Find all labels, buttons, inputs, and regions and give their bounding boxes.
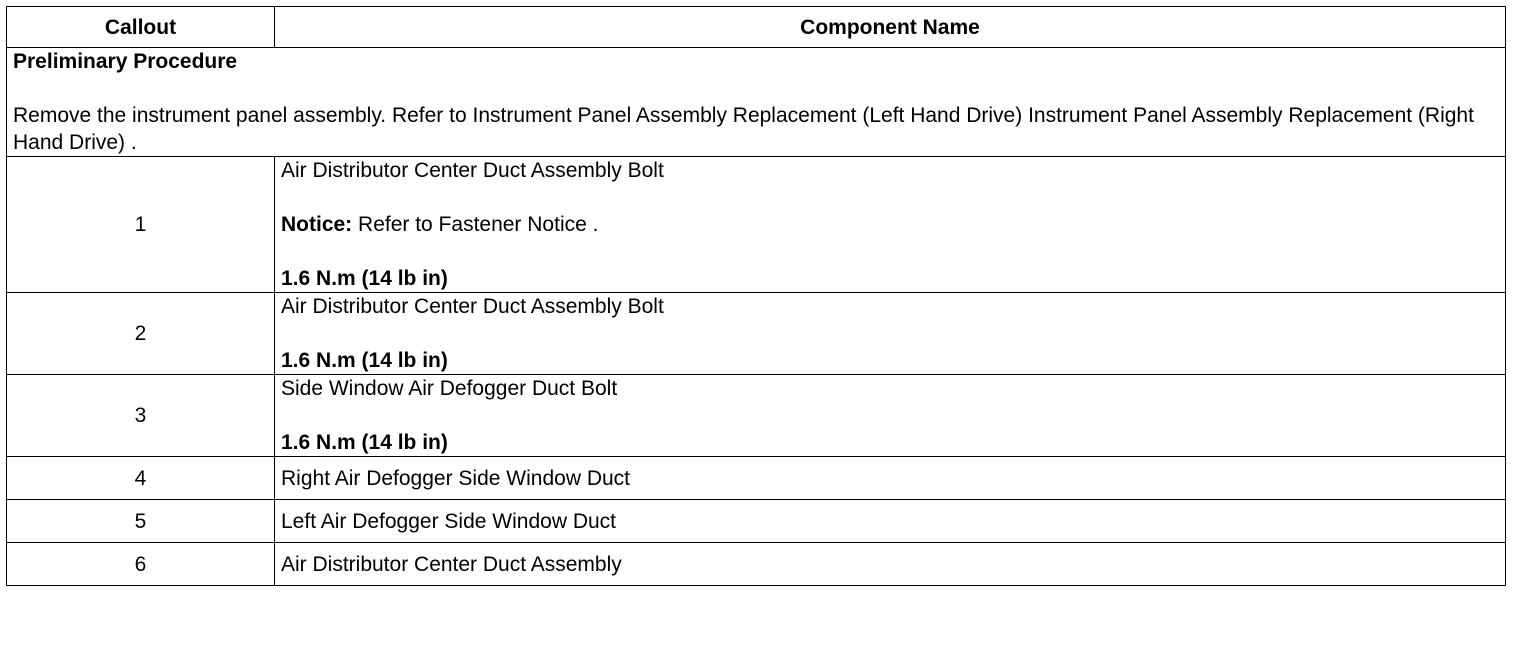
notice-line — [281, 211, 1499, 238]
callout-2: 2 — [7, 293, 275, 375]
component-cell-3 — [275, 375, 1506, 457]
table-row-2 — [7, 293, 1506, 375]
torque-spec-1: 1.6 N.m (14 lb in) — [281, 267, 448, 290]
component-name-4: Right Air Defogger Side Window Duct — [275, 457, 1506, 500]
preliminary-title: Preliminary Procedure — [13, 50, 238, 73]
preliminary-text: Remove the instrument panel assembly. Refer to Instrument Panel Assembly Replacement (Left Hand Drive) Instrument Panel Assembly Replacement (Right Hand Drive) . — [13, 104, 1474, 154]
callout-1: 1 — [7, 157, 275, 293]
component-cell-1 — [275, 157, 1506, 293]
component-cell-2 — [275, 293, 1506, 375]
callout-3: 3 — [7, 375, 275, 457]
table-row-4 — [7, 457, 1506, 500]
component-table — [6, 6, 1506, 586]
preliminary-row — [7, 48, 1506, 157]
header-callout: Callout — [7, 7, 275, 48]
header-component-name: Component Name — [275, 7, 1506, 48]
torque-spec-2: 1.6 N.m (14 lb in) — [281, 349, 448, 372]
component-name-2: Air Distributor Center Duct Assembly Bolt — [281, 295, 664, 318]
table-row-6 — [7, 543, 1506, 586]
component-name-1: Air Distributor Center Duct Assembly Bolt — [281, 159, 664, 182]
torque-spec-3: 1.6 N.m (14 lb in) — [281, 431, 448, 454]
table-row-1 — [7, 157, 1506, 293]
callout-5: 5 — [7, 500, 275, 543]
component-name-5: Left Air Defogger Side Window Duct — [275, 500, 1506, 543]
table-row-5 — [7, 500, 1506, 543]
component-name-3: Side Window Air Defogger Duct Bolt — [281, 377, 618, 400]
component-name-6: Air Distributor Center Duct Assembly — [275, 543, 1506, 586]
table-row-3 — [7, 375, 1506, 457]
callout-6: 6 — [7, 543, 275, 586]
notice-label: Notice: — [281, 213, 353, 236]
callout-4: 4 — [7, 457, 275, 500]
notice-text: Refer to Fastener Notice . — [352, 213, 599, 236]
header-row — [7, 7, 1506, 48]
preliminary-cell — [7, 48, 1506, 157]
